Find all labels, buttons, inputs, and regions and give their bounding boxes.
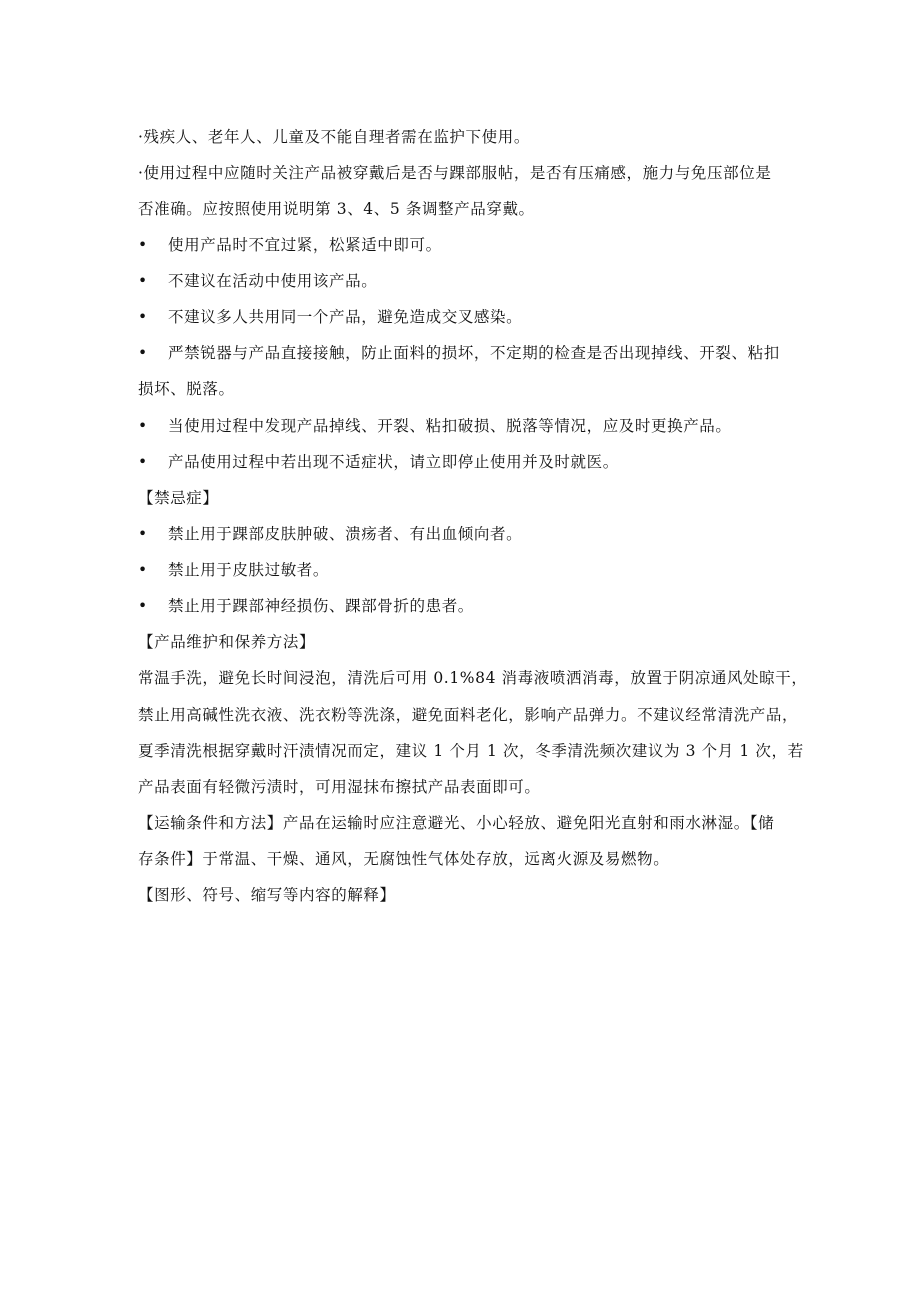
bullet-item (138, 557, 329, 584)
bullet-text: 不建议在活动中使用该产品。 (168, 272, 378, 290)
bullet-marker: • (138, 525, 148, 543)
bullet-marker: · (138, 164, 144, 182)
bullet-continuation: 否准确。应按照使用说明第 3、4、5 条调整产品穿戴。 (138, 200, 535, 218)
bullet-text: 禁止用于皮肤过敏者。 (168, 561, 330, 579)
contraindications-heading: 【禁忌症】 (138, 489, 219, 507)
bullet-item (138, 340, 780, 367)
bullet-marker: • (138, 344, 148, 362)
bullet-text: 禁止用于踝部神经损伤、踝部骨折的患者。 (168, 597, 474, 615)
bullet-marker: · (138, 128, 144, 146)
storage-line: 存条件】于常温、干燥、通风，无腐蚀性气体处存放，远离火源及易燃物。 (138, 850, 670, 868)
transport-line: 【运输条件和方法】产品在运输时应注意避光、小心轻放、避免阳光直射和雨水淋湿。【储 (138, 814, 775, 832)
bullet-marker: • (138, 236, 148, 254)
bullet-item (138, 124, 530, 151)
bullet-text: 严禁锐器与产品直接接触，防止面料的损坏，不定期的检查是否出现掉线、开裂、粘扣 (168, 344, 780, 362)
bullet-item (138, 304, 522, 331)
bullet-marker: • (138, 417, 148, 435)
bullet-marker: • (138, 597, 148, 615)
bullet-text: 使用产品时不宜过紧，松紧适中即可。 (168, 236, 442, 254)
bullet-item (138, 160, 771, 187)
bullet-continuation: 损坏、脱落。 (138, 380, 235, 398)
bullet-item (138, 413, 732, 440)
bullet-item (138, 232, 442, 259)
maintenance-line: 夏季清洗根据穿戴时汗渍情况而定，建议 1 个月 1 次，冬季清洗频次建议为 3 个月 1 次，若 (138, 742, 804, 760)
bullet-marker: • (138, 308, 148, 326)
maintenance-line: 禁止用高碱性洗衣液、洗衣粉等洗涤，避免面料老化，影响产品弹力。不建议经常清洗产品， (138, 706, 799, 724)
symbols-heading: 【图形、符号、缩写等内容的解释】 (138, 886, 396, 904)
bullet-marker: • (138, 272, 148, 290)
bullet-text: 当使用过程中发现产品掉线、开裂、粘扣破损、脱落等情况，应及时更换产品。 (168, 417, 732, 435)
bullet-text: 禁止用于踝部皮肤肿破、溃疡者、有出血倾向者。 (168, 525, 523, 543)
bullet-text: 使用过程中应随时关注产品被穿戴后是否与踝部服帖，是否有压痛感，施力与免压部位是 (143, 164, 772, 182)
maintenance-line: 产品表面有轻微污渍时，可用湿抹布擦拭产品表面即可。 (138, 778, 541, 796)
bullet-item (138, 268, 377, 295)
bullet-text: 不建议多人共用同一个产品，避免造成交叉感染。 (168, 308, 523, 326)
bullet-item (138, 593, 474, 620)
maintenance-line: 常温手洗，避免长时间浸泡，清洗后可用 0.1%84 消毒液喷洒消毒，放置于阴凉通风处晾干， (138, 669, 808, 687)
bullet-item (138, 521, 522, 548)
bullet-text: 产品使用过程中若出现不适症状，请立即停止使用并及时就医。 (168, 453, 619, 471)
bullet-item (138, 449, 619, 476)
bullet-marker: • (138, 561, 148, 579)
bullet-marker: • (138, 453, 148, 471)
maintenance-heading: 【产品维护和保养方法】 (138, 633, 316, 651)
bullet-text: 残疾人、老年人、儿童及不能自理者需在监护下使用。 (143, 128, 530, 146)
